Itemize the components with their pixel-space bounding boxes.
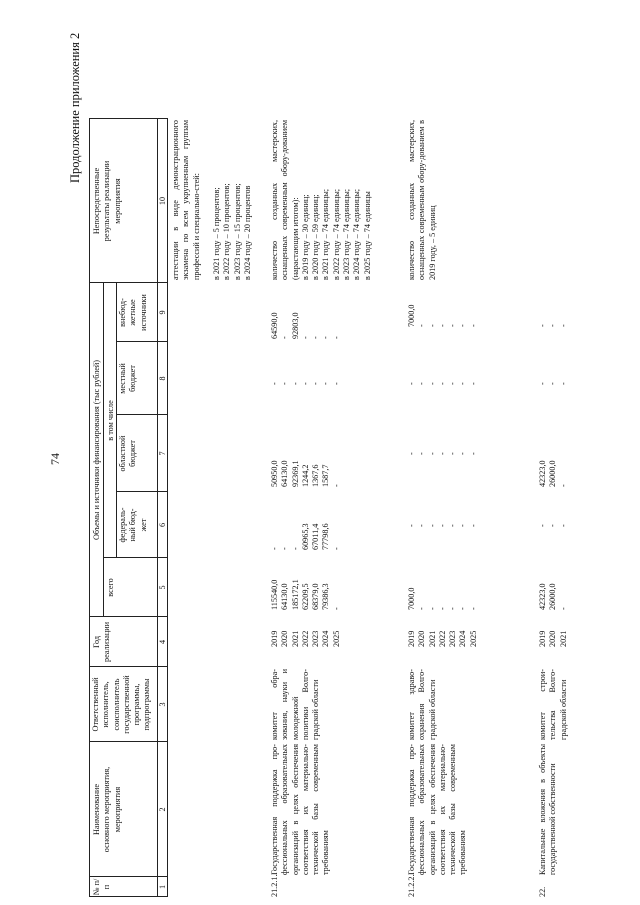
row-number: 22.	[538, 886, 547, 897]
col-number-2: 2	[158, 807, 167, 812]
row-federal: - - - - - - -	[407, 524, 478, 527]
row-offbudget: - - -	[538, 324, 568, 327]
col-number-7: 7	[158, 451, 167, 456]
col-number-4: 4	[158, 639, 167, 645]
row-regional: 42323,0 26000,0 -	[538, 460, 568, 487]
row-years: 2019 2020 2021 2022 2023 2024 2025	[270, 630, 341, 647]
col-number-6: 6	[158, 522, 167, 528]
row-local: - - - - - - -	[407, 382, 478, 385]
header-offbudget: внебюд- жетные источники	[118, 294, 148, 331]
row-years: 2019 2020 2021	[538, 630, 568, 647]
row-executor: комитет здраво-охранения Волго-градской области	[407, 669, 437, 740]
col-number-1: 1	[158, 884, 167, 890]
header-volumes: Объемы и источники финансирования (тыс рублей)	[92, 359, 101, 541]
header-total: всего	[106, 578, 115, 597]
continuation-title: Продолжение приложения 2	[68, 32, 82, 183]
col-number-5: 5	[158, 585, 167, 590]
header-executor: Ответственный исполнитель, соисполнитель государственной программы, подпрограммы	[91, 675, 152, 734]
header-regional: областной бюджет	[118, 435, 138, 472]
row-name: Капитальные вложения в объекты государственной собственности	[538, 744, 558, 875]
row-result: количество созданных мастерских, оснащенных современным обору-дованием в 2019 году, – 5 единиц	[407, 120, 437, 280]
col-number-3: 3	[158, 702, 167, 707]
row-regional: 50950,0 64130,0 92369,1 1244,2 1367,6 1587,7 -	[270, 460, 341, 487]
row-years: 2019 2020 2021 2022 2023 2024 2025	[407, 630, 478, 647]
row-total: 115540,0 64130,0 185172,1 62209,5 68379,0 79386,3 -	[270, 579, 341, 610]
header-name: Наименование основного мероприятия, мероприятия	[92, 766, 122, 853]
row-offbudget: 7000,0 - - - - - -	[407, 304, 478, 327]
row-number: 21.2.2.	[407, 874, 416, 897]
row-total: 42323,0 26000,0 -	[538, 583, 568, 610]
row-name: Государственная поддержка про-фессиональных образовательных организаций в целях обеспечения соответствия их материально-технической базы современным требованиям	[407, 744, 468, 875]
row-federal: - - -	[538, 524, 568, 527]
row-name: Государственная поддержка про-фессиональных образовательных организаций в целях обеспечения соответствия их материально-технической базы современным требованиям	[270, 744, 331, 875]
row-local: - - - - - - -	[270, 382, 341, 385]
page-number: 74	[48, 453, 62, 465]
header-in-that: в том числе	[106, 400, 115, 441]
col-number-10: 10	[158, 196, 167, 206]
header-number: № п/п	[92, 878, 112, 896]
col-number-9: 9	[158, 310, 167, 315]
header-local: местный бюджет	[118, 363, 138, 394]
row-regional: - - - - - - -	[407, 452, 478, 455]
row-local: - - -	[538, 382, 568, 385]
header-federal: федераль- ный бюд- жет	[118, 507, 148, 543]
row-executor: комитет обра-зования, науки и молодежной политики Волго-градской области	[270, 669, 321, 740]
header-results: Непосредственные результаты реализации мероприятия	[92, 160, 122, 242]
row-offbudget: 64590,0 - 92803,0 - - - -	[270, 312, 341, 339]
header-year: Год реализации	[92, 622, 112, 663]
row-executor: комитет строи-тельства Волго-градской области	[538, 669, 568, 740]
col-number-8: 8	[158, 376, 167, 381]
row-total: 7000,0 - - - - - -	[407, 587, 478, 610]
row-number: 21.2.1.	[270, 874, 279, 897]
row-result: количество созданных мастерских, оснащенных современным обору-дованием (нарастающим итогом): в 2019 году – 30 единиц; в 2020 году – 59 единиц; в 2021 году – 74 единицы; в 2022 году – 74 единицы; в 2023 году – 74 единицы; в 2024 году – 74 единицы; в 2025 году – 74 единицы	[270, 120, 372, 280]
row-federal: - - - 60965,3 67011,4 77798,6 -	[270, 523, 341, 550]
previous-row-result-continuation: аттестации в виде демонстрационного экзамена по всем укрупненным группам профессий и специально-стей: в 2021 году – 5 процентов; в 2022 году – 10 процентов; в 2023 году – 15 процентов; в 2024 году – 20 процентов	[171, 120, 253, 280]
